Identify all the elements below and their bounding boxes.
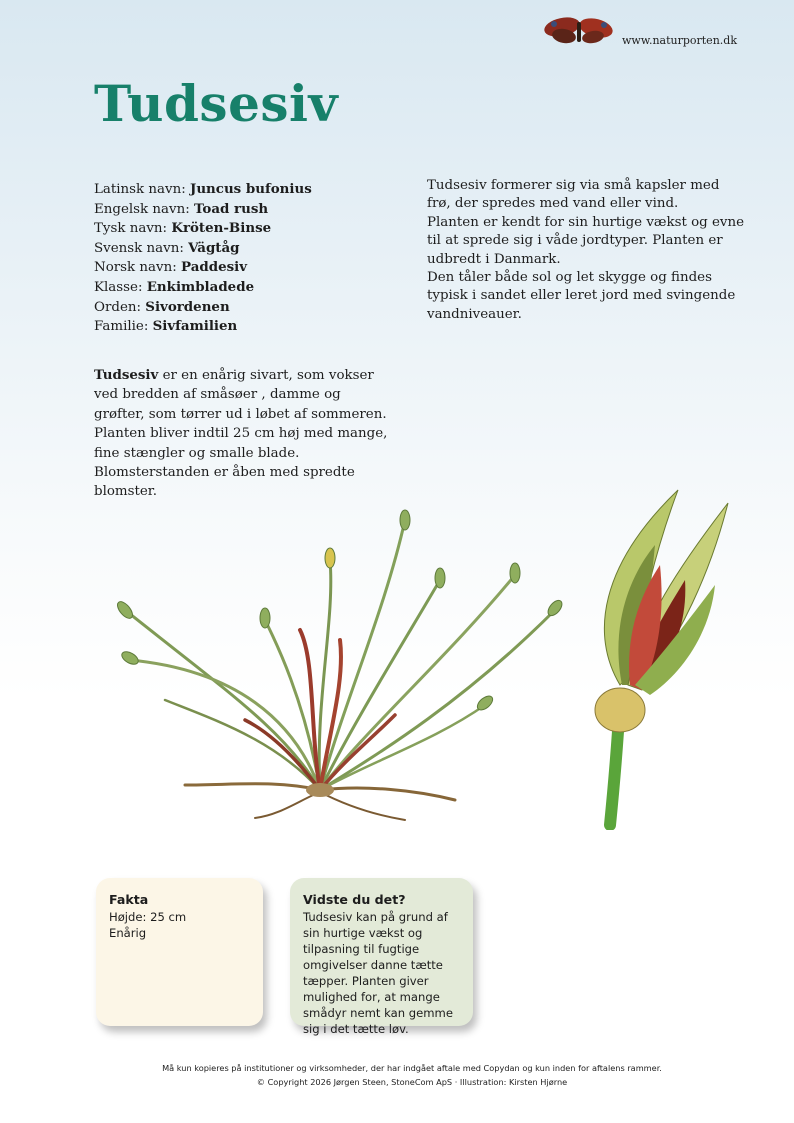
flower-detail-illustration xyxy=(570,485,740,830)
name-row: Klasse: Enkimbladede xyxy=(94,278,255,295)
paragraph: Den tåler både sol og let skygge og findes typisk i sandet eller leret jord med svingende vandniveauer. xyxy=(427,270,736,322)
name-row: Tysk navn: Kröten-Binse xyxy=(94,220,272,237)
footer-copyright: © Copyright 2026 Jørgen Steen, StoneCom ApS · Illustration: Kirsten Hjørne xyxy=(256,1077,568,1087)
paragraph: Planten er kendt for sin hurtige vækst og evne til at sprede sig i våde jordtyper. Planten er udbredt i Danmark. xyxy=(427,214,745,267)
name-row: Orden: Sivordenen xyxy=(94,298,230,315)
fakta-box xyxy=(96,878,263,1026)
name-row: Familie: Sivfamilien xyxy=(94,318,238,335)
names-list xyxy=(94,180,312,337)
did-you-know-box xyxy=(290,878,473,1036)
footer xyxy=(0,1061,794,1089)
fakta-heading: Fakta xyxy=(109,892,149,907)
did-you-know-heading: Vidste du det? xyxy=(303,892,406,907)
name-row: Engelsk navn: Toad rush xyxy=(94,200,269,217)
did-you-know-text: Tudsesiv kan på grund af sin hurtige vækst og tilpasning til fugtige omgivelser danne tætte tæpper. Planten giver mulighed for, at mange smådyr nemt kan gemme sig i det tætte løv. xyxy=(303,910,453,1036)
footer-license: Må kun kopieres på institutioner og virksomheder, der har indgået aftale med Copydan og kun inden for aftalens rammer. xyxy=(162,1063,662,1073)
fakta-line: Højde: 25 cm xyxy=(109,910,187,924)
name-row: Norsk navn: Paddesiv xyxy=(94,259,248,276)
name-row: Latinsk navn: Juncus bufonius xyxy=(94,181,312,197)
description-right xyxy=(427,177,747,324)
site-url[interactable]: www.naturporten.dk xyxy=(622,34,737,47)
page-title: Tudsesiv xyxy=(94,74,339,133)
plant-illustration xyxy=(105,500,565,830)
butterfly-logo xyxy=(540,10,620,50)
paragraph: Tudsesiv formerer sig via små kapsler med frø, der spredes med vand eller vind. xyxy=(427,178,720,212)
intro-paragraph: Tudsesiv er en enårig sivart, som vokser ved bredden af småsøer , damme og grøfter, som tørrer ud i løbet af sommeren. Planten bliver indtil 25 cm høj med mange, fine stængler og smalle blade. Blomsterstanden er åben med spredte blomster. xyxy=(94,367,388,500)
fakta-line: Enårig xyxy=(109,926,147,940)
name-row: Svensk navn: Vägtåg xyxy=(94,239,240,256)
